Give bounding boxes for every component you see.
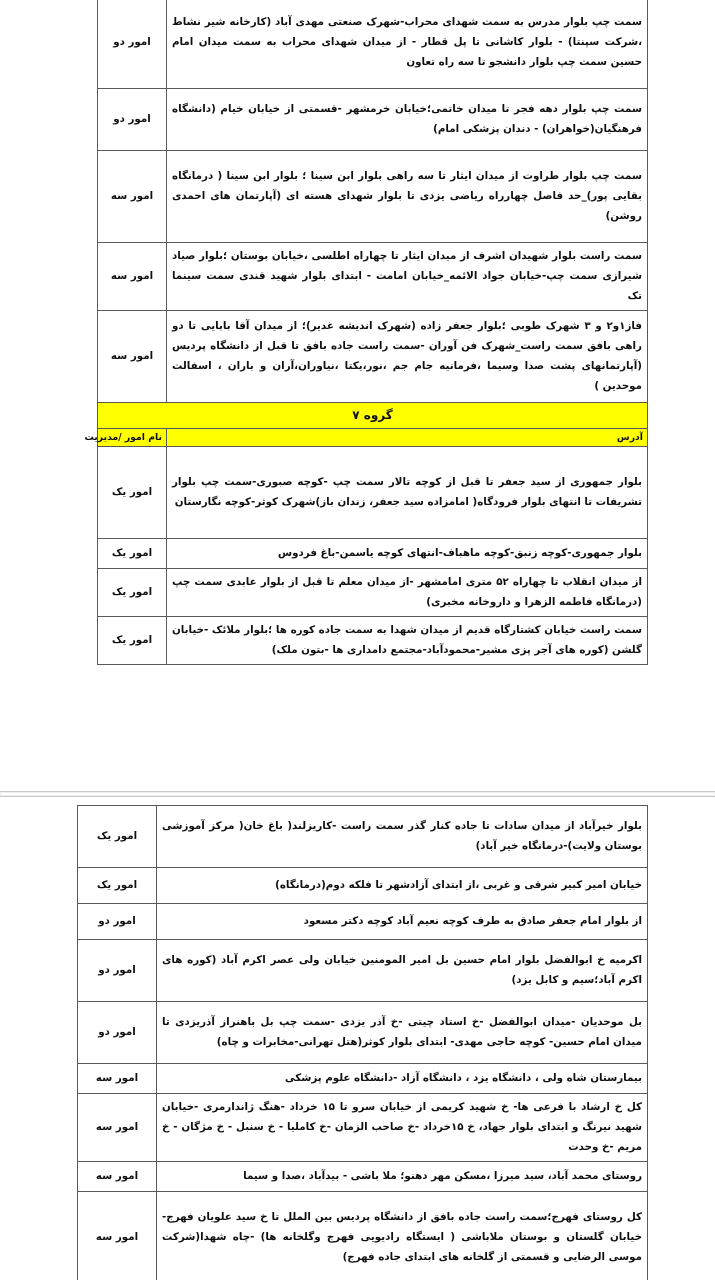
department-cell: امور دو bbox=[78, 904, 157, 940]
department-cell: امور یک bbox=[98, 539, 167, 569]
department-cell: امور یک bbox=[98, 447, 167, 539]
address-cell: اکرمیه خ ابوالفضل بلوار امام حسین بل امیر المومنین خیابان ولی عصر اکرم آباد (کوره های اکرم آباد؛سیم و کابل یزد) bbox=[157, 940, 648, 1002]
department-cell: امور دو bbox=[78, 1002, 157, 1064]
table-row bbox=[98, 569, 648, 617]
address-cell: بلوار جمهوری از سید جعفر تا قبل از کوچه تالار سمت چپ -کوچه صبوری-سمت چپ بلوار تشریفات تا انتهای بلوار فرودگاه( امامزاده سید جعفر، زندان باز)شهرک کوثر-کوچه نگارستان bbox=[167, 447, 648, 539]
table-row bbox=[98, 539, 648, 569]
address-cell: بل موحدیان -میدان ابوالفضل -خ استاد چیتی -خ آذر یزدی -سمت چپ بل باهنراز آذریزدی تا میدان امام حسین- کوچه حاجی مهدی- ابتدای بلوار کوثر(هتل تهرانی-مخابرات و چاه) bbox=[157, 1002, 648, 1064]
address-cell: سمت چپ بلوار دهه فجر تا میدان خاتمی؛خیابان خرمشهر -قسمتی از خیابان خیام (دانشگاه فرهنگیان(خواهران) - دندان پزشکی امام) bbox=[167, 89, 648, 151]
address-cell: کل خ ارشاد با فرعی ها- خ شهید کریمی از خیابان سرو تا ۱۵ خرداد -هنگ ژاندارمری -خیابان شهید نیرنگ و ابتدای بلوار جهاد، خ ۱۵خرداد -خ صاحب الزمان -خ کاملیا - خ سنبل - خ مژگان - خ مریم -خ وحدت bbox=[157, 1094, 648, 1162]
department-cell: امور یک bbox=[78, 868, 157, 904]
table-row bbox=[98, 0, 648, 89]
group-banner-row bbox=[98, 403, 648, 429]
department-cell: امور دو bbox=[98, 0, 167, 89]
address-cell: سمت راست خیابان کشتارگاه قدیم از میدان شهدا به سمت جاده کوره ها ؛بلوار ملائک -خیابان گلشن (کوره های آجر پزی مشیر-محمودآباد-مجتمع دامداری ها -بتون ملک) bbox=[167, 617, 648, 665]
table-row bbox=[78, 1094, 648, 1162]
address-cell: روستای محمد آباد، سید میرزا ،مسکن مهر دهنو؛ ملا باشی - بیدآباد ،صدا و سیما bbox=[157, 1162, 648, 1192]
department-cell: امور سه bbox=[98, 311, 167, 403]
department-cell: امور سه bbox=[98, 151, 167, 243]
table-row bbox=[78, 1162, 648, 1192]
department-cell: امور سه bbox=[78, 1094, 157, 1162]
department-cell: امور یک bbox=[98, 569, 167, 617]
address-table-page-one bbox=[84, 0, 648, 665]
table-row bbox=[98, 89, 648, 151]
column-header-address: آدرس bbox=[167, 429, 648, 447]
address-cell: فاز۱و۲ و ۳ شهرک طوبی ؛بلوار جعفر زاده (شهرک اندیشه غدیر)؛ از میدان آقا بابایی تا دو راهی بافق سمت راست_شهرک فن آوران -سمت راست جاده بافق تا قبل از دانشگاه پردیس (آپارتمانهای پشت صدا وسیما ،فرمانیه جام جم ،نور،یکتا ،نیاوران،آران و باران ، اسفالت موحدین ) bbox=[167, 311, 648, 403]
address-cell: سمت چپ بلوار مدرس به سمت شهدای محراب-شهرک صنعتی مهدی آباد (کارخانه شیر نشاط ،شرکت سپنتا) - بلوار کاشانی تا پل قطار - از میدان شهدای محراب به سمت میدان امام حسین سمت چپ بلوار دانشجو تا سه راه تعاون bbox=[167, 0, 648, 89]
table-row bbox=[98, 243, 648, 311]
table-row bbox=[78, 868, 648, 904]
column-header-row bbox=[98, 429, 648, 447]
address-cell: خیابان امیر کبیر شرقی و غربی ،از ابتدای آزادشهر تا فلکه دوم(درمانگاه) bbox=[157, 868, 648, 904]
address-cell: سمت راست بلوار شهیدان اشرف از میدان ایثار تا چهاراه اطلسی ،خیابان بوستان ؛بلوار صیاد شیرازی سمت چپ-خیابان جواد الائمه_خیابان امامت - ابتدای بلوار شهید قندی سمت سینما تک bbox=[167, 243, 648, 311]
address-table-page-two bbox=[77, 805, 648, 1280]
table-row bbox=[98, 311, 648, 403]
table-row bbox=[98, 617, 648, 665]
department-cell: امور سه bbox=[78, 1064, 157, 1094]
address-cell: از بلوار امام جعفر صادق به طرف کوچه نعیم آباد کوچه دکتر مسعود bbox=[157, 904, 648, 940]
table-row bbox=[78, 806, 648, 868]
address-cell: سمت چپ بلوار طراوت از میدان ایثار تا سه راهی بلوار ابن سینا ؛ بلوار ابن سینا ( درمانگاه بقایی پور)_حد فاصل چهارراه ریاضی یزدی تا بلوار شهدای هسته ای (آپارتمان های احمدی روشن) bbox=[167, 151, 648, 243]
department-cell: امور یک bbox=[98, 617, 167, 665]
table-row bbox=[98, 447, 648, 539]
table-row bbox=[98, 151, 648, 243]
department-cell: امور دو bbox=[98, 89, 167, 151]
column-header-department: نام امور /مدیریت bbox=[98, 429, 167, 447]
table-row bbox=[78, 940, 648, 1002]
department-cell: امور سه bbox=[78, 1162, 157, 1192]
department-cell: امور یک bbox=[78, 806, 157, 868]
table-row bbox=[78, 1002, 648, 1064]
table-row bbox=[78, 904, 648, 940]
department-cell: امور دو bbox=[78, 940, 157, 1002]
address-cell: بیمارستان شاه ولی ، دانشگاه یزد ، دانشگاه آزاد -دانشگاه علوم پزشکی bbox=[157, 1064, 648, 1094]
address-cell: کل روستای فهرج؛سمت راست جاده بافق از دانشگاه پردیس بین الملل تا خ سید علویان فهرج-خیابان گلستان و بوستان ملاباشی ( ایستگاه رادیویی فهرج وگلخانه ها) -چاه شهدا(شرکت موسی الرضایی و قسمتی از گلخانه های ابتدای جاده فهرج) bbox=[157, 1192, 648, 1280]
department-cell: امور سه bbox=[98, 243, 167, 311]
table-row bbox=[78, 1064, 648, 1094]
address-cell: از میدان انقلاب تا چهاراه ۵۲ متری امامشهر -از میدان معلم تا قبل از بلوار عابدی سمت چپ (درمانگاه فاطمه الزهرا و داروخانه مخبری) bbox=[167, 569, 648, 617]
address-cell: بلوار خیرآباد از میدان سادات تا جاده کنار گذر سمت راست -کاریزلند( باغ خان( مرکز آموزشی بوستان ولایت)-درمانگاه خیر آباد) bbox=[157, 806, 648, 868]
table-row bbox=[78, 1192, 648, 1280]
department-cell: امور سه bbox=[78, 1192, 157, 1280]
address-cell: بلوار جمهوری-کوچه زنبق-کوچه ماهباف-انتهای کوچه یاسمن-باغ فردوس bbox=[167, 539, 648, 569]
document-page-two bbox=[0, 797, 715, 1280]
group-banner-label: گروه ۷ bbox=[98, 403, 648, 429]
